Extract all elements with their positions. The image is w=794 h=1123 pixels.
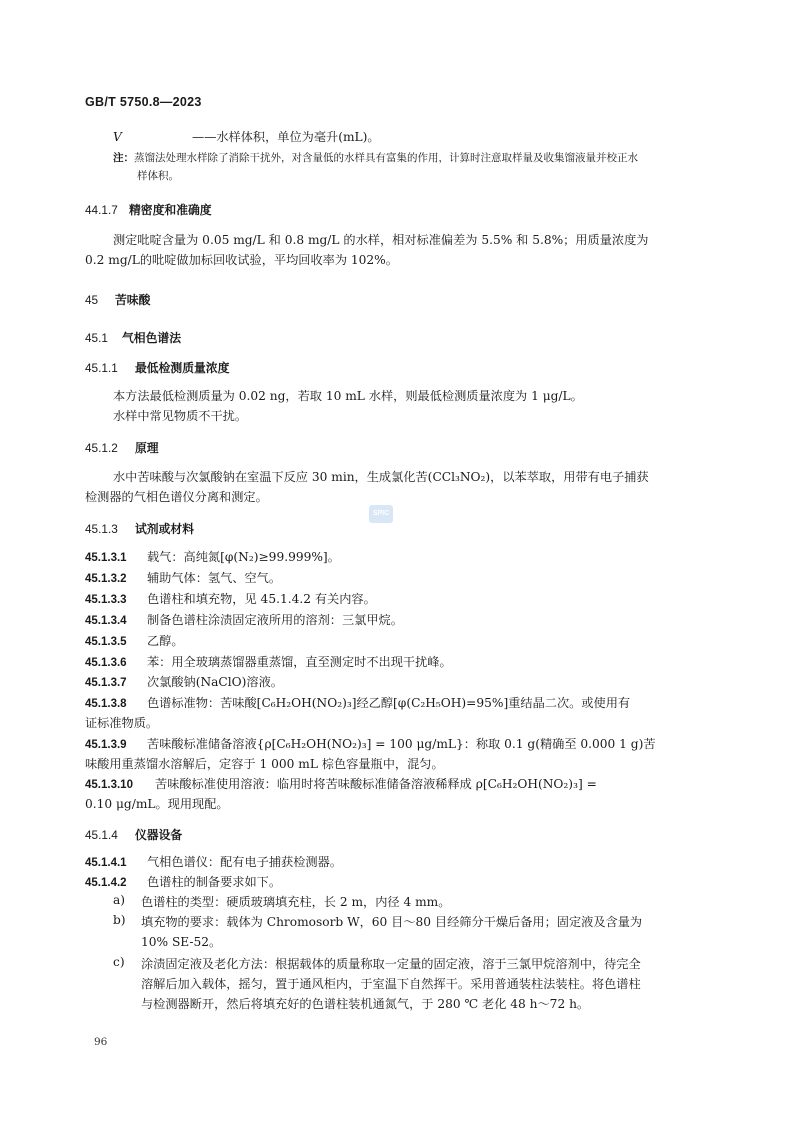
standard-number: GB/T 5750.8—2023: [85, 95, 202, 109]
note: [113, 150, 638, 165]
section-heading-45-1-2: [85, 439, 159, 456]
list-item: [85, 775, 597, 792]
section-number: 45.1.1: [85, 361, 118, 375]
item-text: 乙醇。: [147, 634, 184, 648]
section-number: 45.1.4: [85, 828, 118, 842]
item-text: 苯：用全玻璃蒸馏器重蒸馏，直至测定时不出现干扰峰。: [147, 655, 452, 669]
item-number: 45.1.3.10: [85, 779, 133, 791]
section-heading-45: [85, 291, 150, 308]
item-text: 色谱柱和填充物，见 45.1.4.2 有关内容。: [147, 592, 376, 606]
item-number: 45.1.3.7: [85, 677, 127, 689]
paragraph-line: 水中苦味酸与次氯酸钠在室温下反应 30 min，生成氯化苦(CCl₃NO₂)，以苯萃取，用带有电子捕获: [113, 470, 649, 484]
item-number: 45.1.4.2: [85, 877, 127, 889]
list-item-continuation: 证标准物质。: [85, 716, 159, 730]
section-heading-45-1: [85, 329, 181, 346]
item-text: 色谱标准物：苦味酸[C₆H₂OH(NO₂)₃]经乙醇[φ(C₂H₅OH)=95%]重结晶二次。或使用有: [147, 696, 631, 710]
list-item: [85, 569, 281, 586]
list-item: [85, 548, 340, 565]
section-number: 44.1.7: [85, 203, 118, 217]
section-title: 试剂或材料: [135, 522, 194, 536]
paragraph-line: 本方法最低检测质量为 0.02 ng，若取 10 mL 水样，则最低检测质量浓度为 1 μg/L。: [113, 389, 583, 403]
list-item: [85, 590, 376, 607]
sub-item-text: 填充物的要求：载体为 Chromosorb W，60 目～80 目经筛分干燥后备用；固定液及含量为: [141, 915, 643, 929]
item-number: 45.1.3.6: [85, 657, 127, 669]
list-item: [85, 653, 452, 670]
list-item: [85, 853, 342, 870]
sub-item-continuation: 与检测器断开，然后将填充好的色谱柱装机通氮气，于 280 ℃ 老化 48 h～72 h。: [141, 997, 590, 1011]
item-number: 45.1.3.2: [85, 573, 127, 585]
sub-item-marker: b): [113, 913, 126, 927]
list-item: [85, 694, 630, 711]
item-text: 苦味酸标准储备溶液{ρ[C₆H₂OH(NO₂)₃] = 100 μg/mL}：称取 0.1 g(精确至 0.000 1 g)苦: [147, 737, 656, 751]
section-heading-45-1-4: [85, 826, 182, 843]
list-item: [85, 611, 403, 628]
item-text: 载气：高纯氮[φ(N₂)≥99.999%]。: [147, 550, 340, 564]
item-number: 45.1.3.1: [85, 552, 127, 564]
item-number: 45.1.4.1: [85, 857, 127, 869]
list-item: [85, 632, 184, 649]
paragraph-line: 0.2 mg/L的吡啶做加标回收试验，平均回收率为 102%。: [85, 253, 398, 267]
section-heading-45-1-1: [85, 359, 229, 376]
section-number: 45.1.3: [85, 522, 118, 536]
item-text: 色谱柱的制备要求如下。: [147, 875, 282, 889]
section-number: 45.1: [85, 331, 108, 345]
section-number: 45.1.2: [85, 441, 118, 455]
list-item-continuation: 味酸用重蒸馏水溶解后，定容于 1 000 mL 棕色容量瓶中，混匀。: [85, 757, 444, 771]
sub-item-continuation: 10% SE-52。: [141, 935, 222, 949]
section-title: 仪器设备: [135, 828, 183, 842]
item-number: 45.1.3.9: [85, 739, 127, 751]
item-text: 次氯酸钠(NaClO)溶液。: [147, 675, 283, 689]
note-line-2: 样体积。: [137, 170, 179, 182]
section-number: 45: [85, 293, 99, 307]
variable-dash: ——: [192, 130, 217, 144]
list-item-continuation: 0.10 μg/mL。现用现配。: [85, 797, 229, 811]
item-text: 制备色谱柱涂渍固定液所用的溶剂：三氯甲烷。: [147, 613, 403, 627]
section-title: 最低检测质量浓度: [135, 361, 230, 375]
sub-item-marker: a): [113, 893, 126, 907]
section-title: 苦味酸: [115, 293, 151, 307]
item-number: 45.1.3.4: [85, 615, 127, 627]
sub-item-text: 涂渍固定液及老化方法：根据载体的质量称取一定量的固定液，溶于三氯甲烷溶剂中，待完全: [141, 957, 641, 971]
paragraph-line: 检测器的气相色谱仪分离和测定。: [85, 490, 268, 504]
variable-text: 水样体积，单位为毫升(mL)。: [216, 130, 380, 144]
section-title: 精密度和准确度: [129, 203, 212, 217]
item-text: 苦味酸标准使用溶液：临用时将苦味酸标准储备溶液稀释成 ρ[C₆H₂OH(NO₂)₃] =: [155, 777, 597, 791]
note-label: 注：: [113, 152, 134, 164]
variable-definition: [192, 127, 380, 147]
item-number: 45.1.3.5: [85, 636, 127, 648]
item-text: 气相色谱仪：配有电子捕获检测器。: [147, 855, 342, 869]
section-heading-45-1-3: [85, 520, 194, 537]
list-item: [85, 673, 283, 690]
list-item: [85, 735, 656, 752]
variable-symbol: V: [113, 130, 122, 144]
sub-item-continuation: 溶解后加入载体，摇匀，置于通风柜内，于室温下自然挥干。采用普通装柱法装柱。将色谱柱: [141, 977, 641, 991]
item-number: 45.1.3.3: [85, 594, 127, 606]
paragraph-line: 测定吡啶含量为 0.05 mg/L 和 0.8 mg/L 的水样，相对标准偏差为 5.5% 和 5.8%；用质量浓度为: [113, 233, 649, 247]
watermark-logo: SPIC: [369, 505, 393, 523]
section-title: 气相色谱法: [122, 331, 181, 345]
item-number: 45.1.3.8: [85, 698, 127, 710]
section-title: 原理: [135, 441, 159, 455]
list-item: [85, 873, 281, 890]
paragraph-line: 水样中常见物质不干扰。: [113, 409, 248, 423]
item-text: 辅助气体：氢气、空气。: [147, 571, 282, 585]
section-heading-44-1-7: [85, 201, 212, 218]
page-number: 96: [94, 1036, 108, 1048]
sub-item-text: 色谱柱的类型：硬质玻璃填充柱，长 2 m，内径 4 mm。: [141, 895, 451, 909]
sub-item-marker: c): [113, 955, 125, 969]
note-line-1: 蒸馏法处理水样除了消除干扰外，对含量低的水样具有富集的作用，计算时注意取样量及收集馏液量并校正水: [134, 152, 638, 164]
